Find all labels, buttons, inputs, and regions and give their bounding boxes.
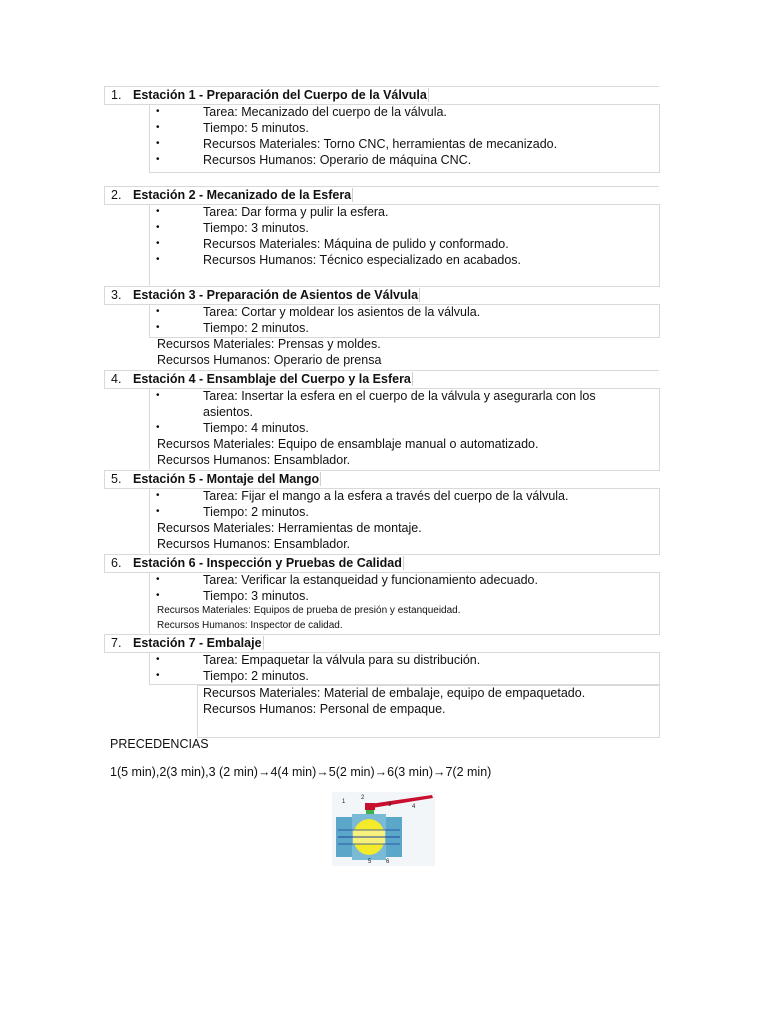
bullet: • bbox=[156, 574, 160, 585]
station-5-materials: Recursos Materiales: Herramientas de montaje. bbox=[157, 521, 422, 535]
station-4-task-cont: asientos. bbox=[203, 405, 254, 419]
part-label-2: 2 bbox=[361, 795, 365, 801]
station-1-humans: Recursos Humanos: Operario de máquina CNC. bbox=[203, 153, 472, 167]
station-7-task: Tarea: Empaquetar la válvula para su distribución. bbox=[203, 653, 481, 667]
bullet: • bbox=[156, 654, 160, 665]
station-6-humans: Recursos Humanos: Inspector de calidad. bbox=[157, 620, 343, 631]
bullet: • bbox=[156, 506, 160, 517]
bullet: • bbox=[156, 122, 160, 133]
part-label-1: 1 bbox=[342, 799, 346, 805]
station-title: Estación 4 - Ensamblaje del Cuerpo y la Esfera bbox=[133, 372, 411, 386]
station-number: 7. bbox=[111, 636, 122, 650]
station-4-materials: Recursos Materiales: Equipo de ensamblaje manual o automatizado. bbox=[157, 437, 539, 451]
bullet: • bbox=[156, 206, 160, 217]
station-6-task: Tarea: Verificar la estanqueidad y funcionamiento adecuado. bbox=[203, 573, 538, 587]
station-number: 1. bbox=[111, 88, 122, 102]
part-label-5: 5 bbox=[368, 859, 372, 865]
bullet: • bbox=[156, 254, 160, 265]
station-5-humans: Recursos Humanos: Ensamblador. bbox=[157, 537, 351, 551]
station-title: Estación 7 - Embalaje bbox=[133, 636, 262, 650]
station-2-humans: Recursos Humanos: Técnico especializado en acabados. bbox=[203, 253, 522, 267]
station-number: 4. bbox=[111, 372, 122, 386]
bullet: • bbox=[156, 306, 160, 317]
bullet: • bbox=[156, 590, 160, 601]
station-5 bbox=[104, 470, 659, 551]
station-2 bbox=[104, 186, 659, 267]
station-6-header bbox=[104, 554, 659, 573]
station-6-time: Tiempo: 3 minutos. bbox=[203, 589, 309, 603]
station-4 bbox=[104, 370, 659, 467]
station-6-materials: Recursos Materiales: Equipos de prueba de presión y estanqueidad. bbox=[157, 605, 461, 616]
station-5-time: Tiempo: 2 minutos. bbox=[203, 505, 309, 519]
station-4-task: Tarea: Insertar la esfera en el cuerpo de la válvula y asegurarla con los bbox=[203, 389, 596, 403]
station-1-header bbox=[104, 86, 659, 105]
station-4-header bbox=[104, 370, 659, 389]
station-5-task: Tarea: Fijar el mango a la esfera a través del cuerpo de la válvula. bbox=[203, 489, 569, 503]
part-label-3: 3 bbox=[388, 802, 392, 808]
station-3-task: Tarea: Cortar y moldear los asientos de la válvula. bbox=[203, 305, 481, 319]
station-title: Estación 2 - Mecanizado de la Esfera bbox=[133, 188, 352, 202]
station-title: Estación 5 - Montaje del Mango bbox=[133, 472, 320, 486]
station-2-header bbox=[104, 186, 659, 205]
station-7-humans: Recursos Humanos: Personal de empaque. bbox=[203, 702, 446, 716]
station-title: Estación 3 - Preparación de Asientos de Válvula bbox=[133, 288, 419, 302]
station-number: 3. bbox=[111, 288, 122, 302]
precedencias-sequence: 1(5 min),2(3 min),3 (2 min)→4(4 min)→5(2 min)→6(3 min)→7(2 min) bbox=[110, 765, 492, 779]
ball-valve-diagram bbox=[332, 792, 435, 866]
station-title: Estación 1 - Preparación del Cuerpo de la Válvula bbox=[133, 88, 427, 102]
station-7-header bbox=[104, 634, 659, 653]
bullet: • bbox=[156, 322, 160, 333]
station-6 bbox=[104, 554, 659, 631]
station-4-time: Tiempo: 4 minutos. bbox=[203, 421, 309, 435]
station-1 bbox=[104, 86, 659, 167]
station-1-task: Tarea: Mecanizado del cuerpo de la válvula. bbox=[203, 105, 447, 119]
station-number: 5. bbox=[111, 472, 122, 486]
station-7-time: Tiempo: 2 minutos. bbox=[203, 669, 309, 683]
bullet: • bbox=[156, 138, 160, 149]
bullet: • bbox=[156, 106, 160, 117]
station-1-materials: Recursos Materiales: Torno CNC, herramientas de mecanizado. bbox=[203, 137, 558, 151]
part-label-4: 4 bbox=[412, 804, 416, 810]
station-1-time: Tiempo: 5 minutos. bbox=[203, 121, 309, 135]
precedencias-title: PRECEDENCIAS bbox=[110, 737, 209, 751]
bullet: • bbox=[156, 490, 160, 501]
station-7-materials: Recursos Materiales: Material de embalaje, equipo de empaquetado. bbox=[203, 686, 586, 700]
bullet: • bbox=[156, 222, 160, 233]
station-7 bbox=[104, 634, 659, 716]
station-3-time: Tiempo: 2 minutos. bbox=[203, 321, 309, 335]
station-3-materials: Recursos Materiales: Prensas y moldes. bbox=[157, 337, 381, 351]
station-2-materials: Recursos Materiales: Máquina de pulido y conformado. bbox=[203, 237, 509, 251]
bullet: • bbox=[156, 670, 160, 681]
station-3-header bbox=[104, 286, 659, 305]
station-2-time: Tiempo: 3 minutos. bbox=[203, 221, 309, 235]
station-2-task: Tarea: Dar forma y pulir la esfera. bbox=[203, 205, 389, 219]
bullet: • bbox=[156, 390, 160, 401]
station-number: 6. bbox=[111, 556, 122, 570]
station-number: 2. bbox=[111, 188, 122, 202]
station-3 bbox=[104, 286, 659, 367]
part-label-6: 6 bbox=[386, 859, 390, 865]
station-5-header bbox=[104, 470, 659, 489]
bullet: • bbox=[156, 154, 160, 165]
bullet: • bbox=[156, 238, 160, 249]
bullet: • bbox=[156, 422, 160, 433]
handle-hub bbox=[365, 803, 375, 810]
station-title: Estación 6 - Inspección y Pruebas de Calidad bbox=[133, 556, 402, 570]
station-3-humans: Recursos Humanos: Operario de prensa bbox=[157, 353, 382, 367]
station-4-humans: Recursos Humanos: Ensamblador. bbox=[157, 453, 351, 467]
